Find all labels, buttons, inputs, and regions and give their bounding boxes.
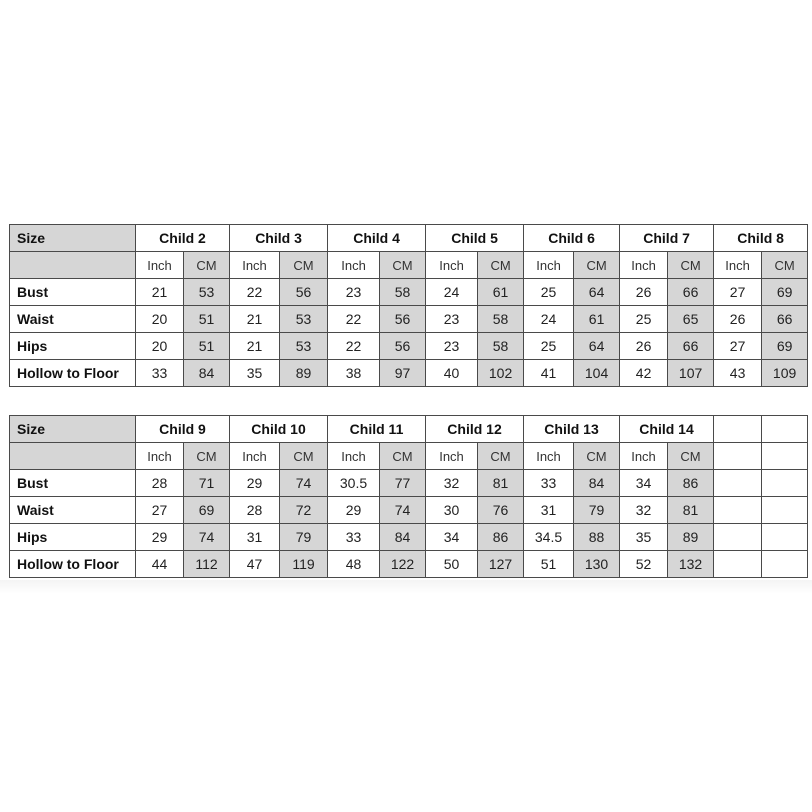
value-cell: 22 [328, 306, 380, 333]
row-label-hips: Hips [10, 333, 136, 360]
value-cell: 97 [380, 360, 426, 387]
value-cell: 74 [184, 524, 230, 551]
size-header-cell: Child 4 [328, 225, 426, 252]
size-header-cell: Child 14 [620, 416, 714, 443]
value-cell: 42 [620, 360, 668, 387]
value-cell: 21 [136, 279, 184, 306]
value-cell: 20 [136, 306, 184, 333]
value-cell: 84 [380, 524, 426, 551]
value-cell: 77 [380, 470, 426, 497]
size-header-cell: Child 2 [136, 225, 230, 252]
value-cell: 33 [136, 360, 184, 387]
measurement-row-waist [10, 306, 808, 333]
unit-inch: Inch [136, 252, 184, 279]
value-cell: 104 [574, 360, 620, 387]
empty-cell [714, 524, 762, 551]
empty-cell [714, 443, 762, 470]
empty-cell [714, 470, 762, 497]
row-label-bust: Bust [10, 279, 136, 306]
empty-cell [762, 416, 808, 443]
value-cell: 64 [574, 279, 620, 306]
unit-cm: CM [668, 443, 714, 470]
value-cell: 81 [478, 470, 524, 497]
measurement-row-bust [10, 279, 808, 306]
value-cell: 52 [620, 551, 668, 578]
unit-cm: CM [762, 252, 808, 279]
unit-row [10, 443, 808, 470]
value-cell: 56 [380, 333, 426, 360]
value-cell: 107 [668, 360, 714, 387]
value-cell: 58 [478, 333, 524, 360]
unit-cm: CM [668, 252, 714, 279]
value-cell: 28 [136, 470, 184, 497]
value-cell: 29 [136, 524, 184, 551]
value-cell: 66 [668, 279, 714, 306]
unit-row-spacer [10, 252, 136, 279]
empty-cell [714, 416, 762, 443]
value-cell: 30.5 [328, 470, 380, 497]
value-cell: 21 [230, 333, 280, 360]
size-header-cell: Child 11 [328, 416, 426, 443]
value-cell: 27 [136, 497, 184, 524]
value-cell: 89 [280, 360, 328, 387]
measurement-row-waist [10, 497, 808, 524]
empty-cell [762, 443, 808, 470]
row-label-waist: Waist [10, 497, 136, 524]
size-header-cell: Child 12 [426, 416, 524, 443]
value-cell: 25 [620, 306, 668, 333]
size-header-row [10, 225, 808, 252]
row-label-hips: Hips [10, 524, 136, 551]
value-cell: 65 [668, 306, 714, 333]
value-cell: 43 [714, 360, 762, 387]
value-cell: 61 [478, 279, 524, 306]
value-cell: 30 [426, 497, 478, 524]
size-header-cell: Child 8 [714, 225, 808, 252]
value-cell: 40 [426, 360, 478, 387]
value-cell: 24 [426, 279, 478, 306]
size-header-cell: Child 5 [426, 225, 524, 252]
value-cell: 24 [524, 306, 574, 333]
unit-inch: Inch [714, 252, 762, 279]
empty-cell [714, 497, 762, 524]
value-cell: 79 [574, 497, 620, 524]
unit-inch: Inch [230, 252, 280, 279]
value-cell: 130 [574, 551, 620, 578]
unit-inch: Inch [524, 252, 574, 279]
value-cell: 38 [328, 360, 380, 387]
value-cell: 122 [380, 551, 426, 578]
size-chart-table-child-2-to-8 [9, 224, 808, 387]
size-header-row [10, 416, 808, 443]
value-cell: 88 [574, 524, 620, 551]
unit-cm: CM [574, 443, 620, 470]
value-cell: 31 [524, 497, 574, 524]
value-cell: 109 [762, 360, 808, 387]
size-header-cell: Child 6 [524, 225, 620, 252]
value-cell: 33 [524, 470, 574, 497]
bottom-fade [0, 580, 812, 594]
value-cell: 84 [574, 470, 620, 497]
value-cell: 25 [524, 279, 574, 306]
value-cell: 76 [478, 497, 524, 524]
unit-inch: Inch [426, 252, 478, 279]
value-cell: 23 [328, 279, 380, 306]
unit-row-spacer [10, 443, 136, 470]
size-header-cell: Child 9 [136, 416, 230, 443]
unit-inch: Inch [524, 443, 574, 470]
value-cell: 41 [524, 360, 574, 387]
unit-cm: CM [478, 252, 524, 279]
value-cell: 53 [280, 306, 328, 333]
unit-cm: CM [380, 252, 426, 279]
value-cell: 56 [380, 306, 426, 333]
value-cell: 34.5 [524, 524, 574, 551]
value-cell: 35 [230, 360, 280, 387]
value-cell: 119 [280, 551, 328, 578]
row-label-waist: Waist [10, 306, 136, 333]
value-cell: 20 [136, 333, 184, 360]
value-cell: 74 [380, 497, 426, 524]
unit-inch: Inch [136, 443, 184, 470]
row-label-hollow-to-floor: Hollow to Floor [10, 551, 136, 578]
size-header-cell: Child 7 [620, 225, 714, 252]
measurement-row-bust [10, 470, 808, 497]
unit-cm: CM [380, 443, 426, 470]
value-cell: 23 [426, 306, 478, 333]
size-chart-table-child-9-to-14 [9, 415, 808, 578]
measurement-row-hips [10, 333, 808, 360]
value-cell: 69 [762, 333, 808, 360]
value-cell: 34 [620, 470, 668, 497]
unit-cm: CM [280, 443, 328, 470]
value-cell: 61 [574, 306, 620, 333]
value-cell: 86 [668, 470, 714, 497]
value-cell: 81 [668, 497, 714, 524]
unit-cm: CM [184, 252, 230, 279]
value-cell: 25 [524, 333, 574, 360]
value-cell: 112 [184, 551, 230, 578]
value-cell: 27 [714, 333, 762, 360]
empty-cell [762, 551, 808, 578]
value-cell: 44 [136, 551, 184, 578]
value-cell: 69 [762, 279, 808, 306]
row-label-hollow-to-floor: Hollow to Floor [10, 360, 136, 387]
value-cell: 56 [280, 279, 328, 306]
value-cell: 29 [328, 497, 380, 524]
empty-cell [762, 524, 808, 551]
value-cell: 26 [620, 333, 668, 360]
unit-inch: Inch [426, 443, 478, 470]
value-cell: 31 [230, 524, 280, 551]
value-cell: 74 [280, 470, 328, 497]
value-cell: 50 [426, 551, 478, 578]
unit-cm: CM [574, 252, 620, 279]
unit-cm: CM [280, 252, 328, 279]
row-label-bust: Bust [10, 470, 136, 497]
measurement-row-hips [10, 524, 808, 551]
value-cell: 58 [380, 279, 426, 306]
measurement-row-hollow-to-floor [10, 551, 808, 578]
unit-cm: CM [478, 443, 524, 470]
value-cell: 69 [184, 497, 230, 524]
value-cell: 22 [328, 333, 380, 360]
empty-cell [762, 497, 808, 524]
value-cell: 64 [574, 333, 620, 360]
value-cell: 53 [184, 279, 230, 306]
value-cell: 102 [478, 360, 524, 387]
unit-inch: Inch [620, 443, 668, 470]
unit-row [10, 252, 808, 279]
value-cell: 51 [184, 333, 230, 360]
value-cell: 86 [478, 524, 524, 551]
size-header-label: Size [10, 225, 136, 252]
value-cell: 51 [524, 551, 574, 578]
unit-inch: Inch [230, 443, 280, 470]
empty-cell [714, 551, 762, 578]
value-cell: 127 [478, 551, 524, 578]
unit-inch: Inch [328, 443, 380, 470]
value-cell: 79 [280, 524, 328, 551]
value-cell: 72 [280, 497, 328, 524]
value-cell: 66 [668, 333, 714, 360]
size-header-label: Size [10, 416, 136, 443]
value-cell: 58 [478, 306, 524, 333]
size-header-cell: Child 10 [230, 416, 328, 443]
value-cell: 66 [762, 306, 808, 333]
measurement-row-hollow-to-floor [10, 360, 808, 387]
value-cell: 71 [184, 470, 230, 497]
unit-inch: Inch [328, 252, 380, 279]
unit-inch: Inch [620, 252, 668, 279]
value-cell: 53 [280, 333, 328, 360]
value-cell: 35 [620, 524, 668, 551]
value-cell: 47 [230, 551, 280, 578]
value-cell: 27 [714, 279, 762, 306]
empty-cell [762, 470, 808, 497]
size-header-cell: Child 13 [524, 416, 620, 443]
value-cell: 132 [668, 551, 714, 578]
value-cell: 28 [230, 497, 280, 524]
value-cell: 26 [714, 306, 762, 333]
value-cell: 51 [184, 306, 230, 333]
value-cell: 32 [426, 470, 478, 497]
value-cell: 26 [620, 279, 668, 306]
unit-cm: CM [184, 443, 230, 470]
value-cell: 48 [328, 551, 380, 578]
value-cell: 89 [668, 524, 714, 551]
value-cell: 34 [426, 524, 478, 551]
value-cell: 33 [328, 524, 380, 551]
value-cell: 21 [230, 306, 280, 333]
value-cell: 32 [620, 497, 668, 524]
value-cell: 22 [230, 279, 280, 306]
value-cell: 23 [426, 333, 478, 360]
value-cell: 84 [184, 360, 230, 387]
value-cell: 29 [230, 470, 280, 497]
size-header-cell: Child 3 [230, 225, 328, 252]
